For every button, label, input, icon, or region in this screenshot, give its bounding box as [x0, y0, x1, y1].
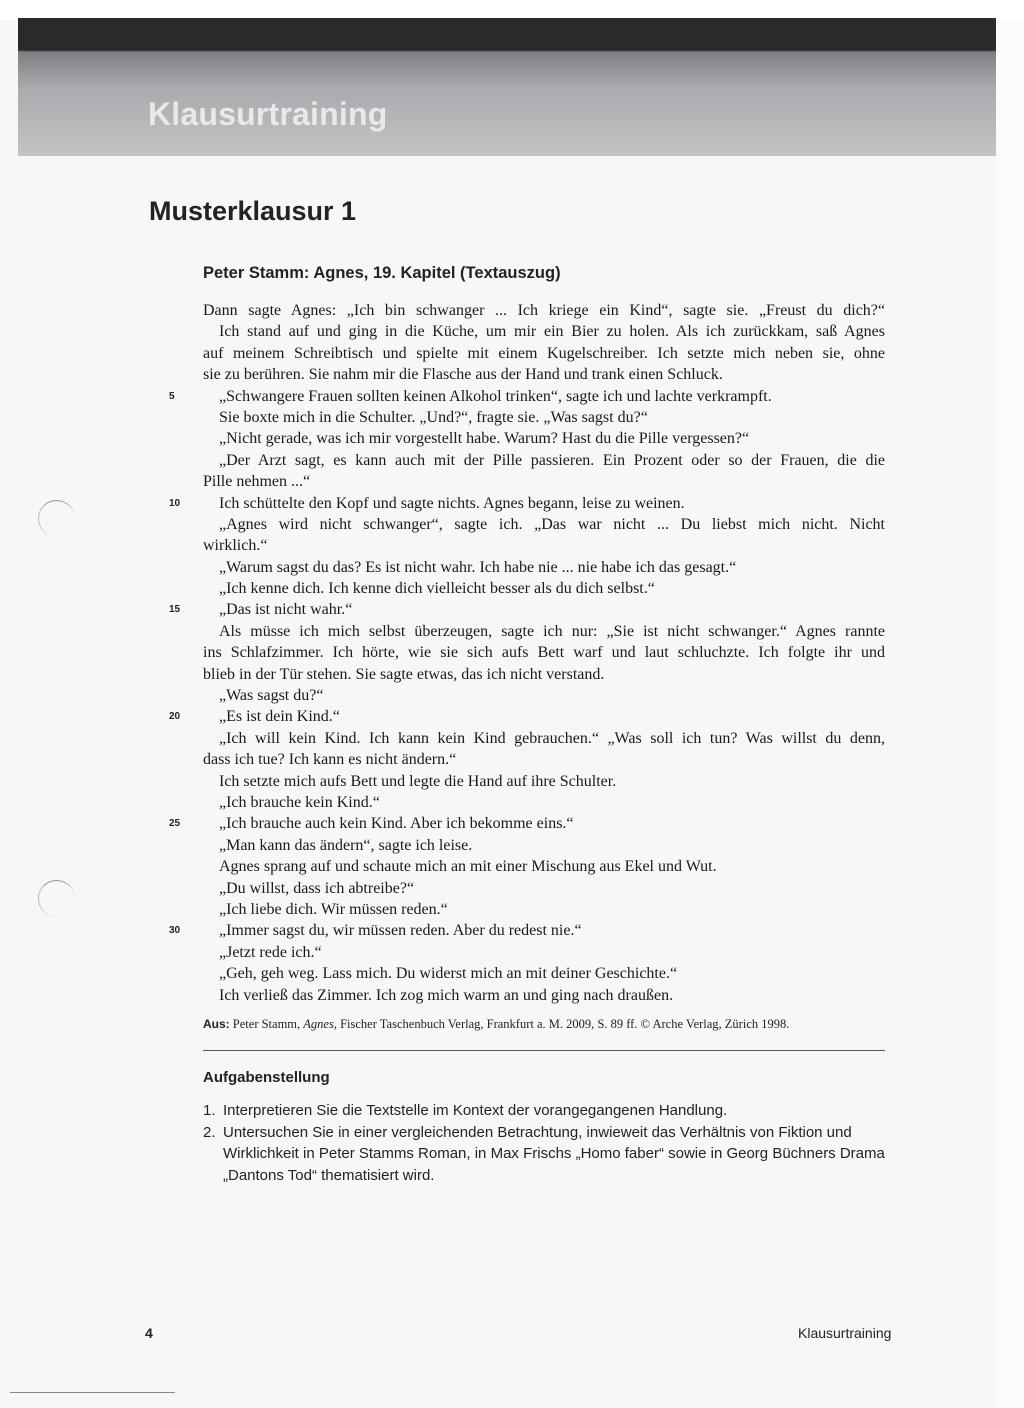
passage-line-text: sie zu berühren. Sie nahm mir die Flasche aus der Hand und trank einen Schluck.: [203, 366, 723, 384]
passage-line: [203, 664, 885, 685]
line-number: 10: [169, 497, 181, 509]
passage-line-text: blieb in der Tür stehen. Sie sagte etwas, das ich nicht verstand.: [203, 665, 605, 683]
passage-line-text: Als müsse ich mich selbst überzeugen, sagte ich nur: „Sie ist nicht schwanger.“ Agnes rannte: [219, 622, 885, 640]
passage-line: [203, 428, 885, 449]
passage-line: [203, 835, 885, 856]
passage-line: [203, 535, 885, 556]
passage-line-text: „Immer sagst du, wir müssen reden. Aber du redest nie.“: [219, 922, 582, 940]
passage-line: [203, 771, 885, 792]
passage-line-text: „Ich liebe dich. Wir müssen reden.“: [219, 900, 448, 918]
source-text-after: , Fischer Taschenbuch Verlag, Frankfurt a. M. 2009, S. 89 ff. © Arche Verlag, Zürich 1998.: [333, 1017, 790, 1031]
task-list: [203, 1100, 893, 1186]
passage-line: [203, 792, 885, 813]
passage-line: [203, 578, 885, 599]
punch-hole-mark: [38, 880, 75, 917]
passage-line-text: „Jetzt rede ich.“: [219, 943, 322, 961]
passage-line-text: „Geh, geh weg. Lass mich. Du widerst mich an mit deiner Geschichte.“: [219, 965, 678, 983]
passage-line-text: „Ich brauche auch kein Kind. Aber ich bekomme eins.“: [219, 815, 574, 833]
passage-line: [203, 321, 885, 342]
task-text: Interpretieren Sie die Textstelle im Kontext der vorangegangenen Handlung.: [223, 1102, 728, 1119]
line-number: 25: [169, 818, 181, 830]
line-number: 30: [169, 925, 181, 937]
passage-line-text: „Ich kenne dich. Ich kenne dich vielleicht besser als du dich selbst.“: [219, 580, 655, 598]
passage-line: [203, 728, 885, 749]
passage-line-text: „Es ist dein Kind.“: [219, 708, 340, 726]
passage-line: [203, 343, 885, 364]
passage-line: [203, 514, 885, 535]
passage-line-text: Ich schüttelte den Kopf und sagte nichts. Agnes begann, leise zu weinen.: [219, 494, 685, 512]
passage-line: [203, 878, 885, 899]
passage-line: [169, 920, 885, 941]
scan-edge-line: [10, 1392, 175, 1393]
source-label: Aus:: [203, 1017, 230, 1031]
excerpt-passage: [169, 300, 885, 1006]
passage-line-text: Pille nehmen ...“: [203, 473, 311, 491]
passage-line-text: wirklich.“: [203, 537, 268, 555]
scan-margin: [0, 0, 1024, 20]
passage-line: [203, 963, 885, 984]
task-item: [203, 1122, 893, 1187]
passage-line: [169, 813, 885, 834]
passage-line-text: „Nicht gerade, was ich mir vorgestellt habe. Warum? Hast du die Pille vergessen?“: [219, 430, 750, 448]
page-title: Musterklausur 1: [149, 196, 357, 226]
line-number: 20: [169, 711, 181, 723]
passage-line-text: „Schwangere Frauen sollten keinen Alkohol trinken“, sagte ich und lachte verkrampft.: [219, 387, 772, 405]
passage-line-text: „Warum sagst du das? Es ist nicht wahr. Ich habe nie ... nie habe ich das gesagt.“: [219, 558, 737, 576]
passage-line: [203, 450, 885, 471]
scan-right-margin: [996, 20, 1024, 1408]
task-number: 2.: [203, 1123, 216, 1141]
passage-line-text: Ich verließ das Zimmer. Ich zog mich warm an und ging nach draußen.: [219, 986, 674, 1004]
passage-line-text: „Man kann das ändern“, sagte ich leise.: [219, 836, 473, 854]
passage-line-text: „Ich will kein Kind. Ich kann kein Kind gebrauchen.“ „Was soll ich tun? Was willst du denn,: [219, 729, 885, 747]
source-citation: [203, 1017, 789, 1032]
task-item: [203, 1100, 893, 1122]
passage-line: [203, 749, 885, 770]
passage-line: [203, 407, 885, 428]
passage-line: [203, 942, 885, 963]
passage-line-text: „Agnes wird nicht schwanger“, sagte ich. „Das war nicht ... Du liebst mich nicht. Nicht: [219, 515, 885, 533]
task-number: 1.: [203, 1102, 216, 1119]
passage-line-text: Ich stand auf und ging in die Küche, um mir ein Bier zu holen. Als ich zurückkam, saß Agnes: [219, 323, 885, 341]
passage-line-text: auf meinem Schreibtisch und spielte mit einem Kugelschreiber. Ich setzte mich neben sie, ohne: [203, 344, 885, 362]
passage-line: [169, 706, 885, 727]
passage-line: [203, 557, 885, 578]
passage-line: [203, 642, 885, 663]
passage-line-text: dass ich tue? Ich kann es nicht ändern.“: [203, 751, 457, 769]
passage-line: [203, 471, 885, 492]
text-excerpt-title: Peter Stamm: Agnes, 19. Kapitel (Textauszug): [203, 264, 561, 282]
task-text: Untersuchen Sie in einer vergleichenden Betrachtung, inwieweit das Verhältnis von Fiktion und Wirklichkeit in Peter Stamms Roman, in Max Frischs „Homo faber“ sowie in Georg Büchners Drama „Dantons Tod“ thematisiert wird.: [223, 1123, 885, 1184]
passage-line: [203, 985, 885, 1006]
passage-line: [169, 493, 885, 514]
passage-line-text: Ich setzte mich aufs Bett und legte die Hand auf ihre Schulter.: [219, 772, 617, 790]
footer-label: Klausurtraining: [798, 1325, 892, 1341]
line-number: 15: [169, 604, 181, 616]
passage-line: [203, 364, 885, 385]
passage-line: [203, 685, 885, 706]
passage-line-text: „Der Arzt sagt, es kann auch mit der Pille passieren. Ein Prozent oder so der Frauen, die die: [219, 451, 885, 469]
passage-line: [203, 621, 885, 642]
passage-line-text: „Was sagst du?“: [219, 687, 324, 705]
task-heading: Aufgabenstellung: [203, 1069, 330, 1086]
section-divider: [203, 1050, 885, 1051]
passage-line-text: ins Schlafzimmer. Ich hörte, wie sie sich aufs Bett warf und laut schluchzte. Ich folgte ihr und: [203, 644, 885, 662]
passage-line: [169, 599, 885, 620]
passage-line-text: Sie boxte mich in die Schulter. „Und?“, fragte sie. „Was sagst du?“: [219, 408, 648, 426]
header-banner: [18, 18, 996, 156]
line-number: 5: [169, 390, 175, 402]
passage-line-text: „Das ist nicht wahr.“: [219, 601, 353, 619]
passage-line-text: Agnes sprang auf und schaute mich an mit einer Mischung aus Ekel und Wut.: [219, 858, 717, 876]
page-number: 4: [145, 1325, 153, 1341]
passage-line: [169, 386, 885, 407]
passage-line-text: „Du willst, dass ich abtreibe?“: [219, 879, 415, 897]
passage-line: [203, 899, 885, 920]
passage-line: [203, 300, 885, 321]
source-text-before: Peter Stamm,: [229, 1017, 304, 1031]
banner-title: Klausurtraining: [148, 96, 388, 132]
source-book-title: Agnes: [303, 1017, 334, 1031]
passage-line-text: Dann sagte Agnes: „Ich bin schwanger ... Ich kriege ein Kind“, sagte sie. „Freust du dich?“: [203, 302, 885, 319]
passage-line-text: „Ich brauche kein Kind.“: [219, 793, 380, 811]
passage-line: [203, 856, 885, 877]
punch-hole-mark: [38, 500, 75, 537]
